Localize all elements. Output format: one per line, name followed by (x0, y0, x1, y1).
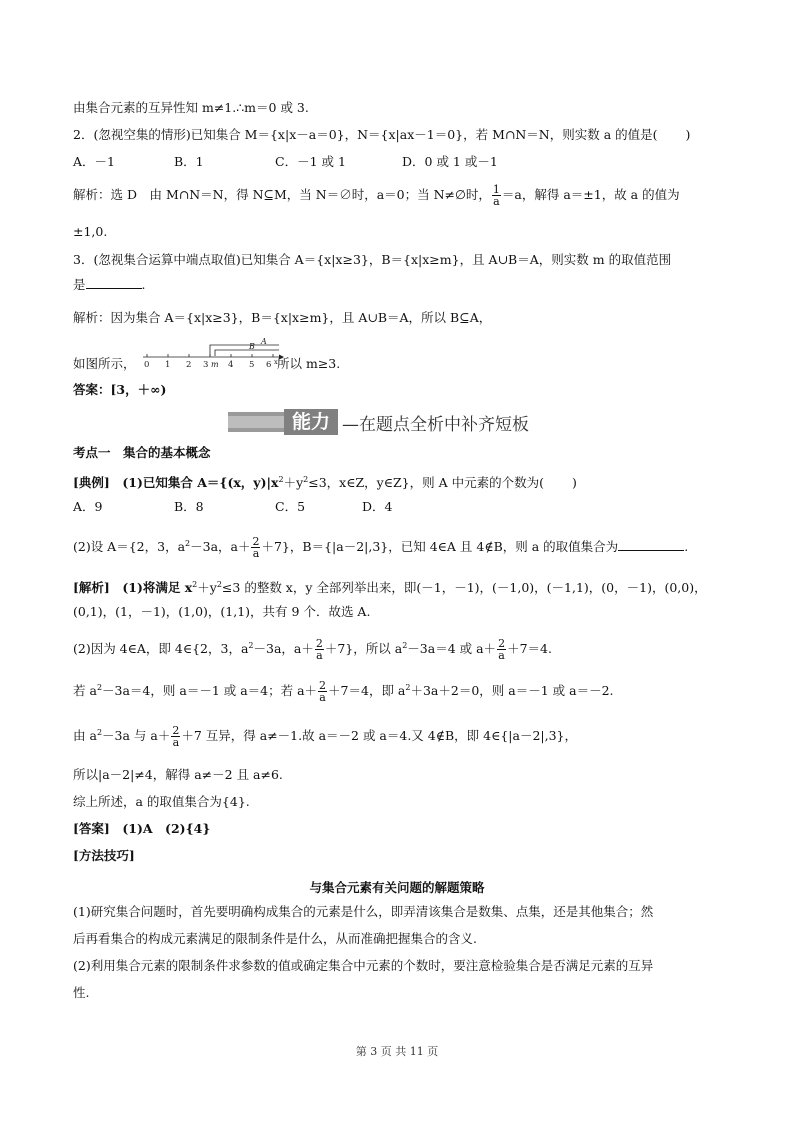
answer-line: [答案] (1)A (2){4} (73, 821, 211, 836)
example-2: (2)设 A＝{2，3，$a^2-3a$，a＋ $\frac{2}{a}$ ＋7}，B＝{|a－2|,3}，已知 4∈A 且 4∉B，则 a 的取值集合为 . (73, 535, 689, 561)
analysis-1: [解析] (1)将满足 $x^2+y^2\le 3$ 的整数 x，y 全部列举出来，即(－1，－1)，(－1,0)，(－1,1)，(0，－1)，(0,0)， (73, 580, 707, 596)
topic-heading: 考点一 集合的基本概念 (73, 445, 211, 460)
set-b-bracket (215, 350, 279, 356)
text-line: 性. (73, 985, 90, 1000)
question-3-figure-line: 如图所示， (73, 356, 136, 371)
question-3-analysis: 解析：因为集合 A＝{x|x≥3}，B＝{x|x≥m}，且 A∪B＝A，所以 B⊆A， (73, 310, 492, 325)
question-3: 3．(忽视集合运算中端点取值)已知集合 A＝{x|x≥3}，B＝{x|x≥m}，且 A∪B＝A，则实数 m 的取值范围 (73, 252, 672, 267)
method-item-2: (2)利用集合元素的限制条件求参数的值或确定集合中元素的个数时，要注意检验集合是否满足元素的互异 (73, 958, 654, 973)
tick-label: 2 (186, 360, 192, 370)
method-item-1: (1)研究集合问题时，首先要明确构成集合的元素是什么，即弄清该集合是数集、点集，还是其他集合；然 (73, 904, 654, 919)
question-2-analysis: 解析：选 D 由 M∩N＝N，得 N⊆M，当 N＝∅时，a＝0；当 N≠∅时， $\frac{1}{a}$ ＝a，解得 a＝±1，故 a 的值为 (73, 183, 680, 208)
set-a-label: A (261, 337, 267, 346)
option-c: C．5 (275, 499, 306, 514)
fraction: $\frac{2}{a}$ (315, 637, 323, 663)
option-b: B．8 (174, 499, 204, 514)
axis-label: x (274, 358, 278, 366)
set-b-label: B (249, 342, 255, 351)
answer-line: 答案：[3，＋∞) (73, 382, 167, 397)
tick-label: 3 (203, 360, 209, 370)
text-line: 由集合元素的互异性知 m≠1.∴m＝0 或 3. (73, 100, 309, 115)
number-line-figure (139, 337, 289, 371)
section-banner (228, 408, 529, 436)
option-c: C．－1 或 1 (275, 154, 346, 169)
analysis-2: (2)因为 4∈A，即 4∈{2，3，$a^2-3a$，a＋ $\frac{2}{a}$ ＋7}，所以 $a^2-3a=4$ 或 a＋ $\frac{2}{a}$ ＋7＝4. (73, 637, 552, 663)
text-line: 所以|a－2|≠4，解得 a≠－2 且 a≠6. (73, 767, 283, 782)
banner-title: 能力 (284, 409, 338, 435)
fraction: $\frac{2}{a}$ (319, 679, 327, 705)
banner-subtitle: —在题点全析中补齐短板 (342, 414, 530, 435)
option-d: D．4 (362, 499, 393, 514)
point-m-label: m (211, 360, 219, 369)
method-heading: 与集合元素有关问题的解题策略 (309, 880, 485, 895)
method-label: [方法技巧] (73, 848, 135, 863)
tick-label: 4 (228, 360, 234, 370)
text-line: 所以 m≥3. (277, 356, 341, 371)
option-b: B．1 (174, 154, 204, 169)
example-1: [典例] (1)已知集合 A＝{(x，$y)|x^2+y^2\le 3$，x∈Z，y∈Z}，则 A 中元素的个数为( ) (73, 475, 577, 491)
question-3: 是 . (73, 277, 146, 292)
fraction: $\frac{2}{a}$ (498, 637, 506, 663)
analysis-2: 由 $a^2-3a$ 与 a＋ $\frac{2}{a}$ ＋7 互异，得 a≠－1.故 a＝－2 或 a＝4.又 4∉B，即 4∈{|a－2|,3}， (73, 724, 578, 750)
analysis-2: 若 $a^2-3a=4$，则 a＝－1 或 a＝4；若 a＋ $\frac{2}{a}$ ＋7＝4，即 $a^2+3a+2=0$，则 a＝－1 或 a＝－2. (73, 679, 614, 705)
fraction: $\frac{1}{a}$ (492, 183, 500, 208)
example-1-options (73, 499, 392, 515)
question-2-options (73, 154, 498, 170)
tick-label: 0 (144, 360, 150, 370)
text-line: 后再看集合的构成元素满足的限制条件是什么，从而准确把握集合的含义. (73, 931, 477, 946)
option-d: D．0 或 1 或－1 (402, 154, 498, 169)
text-line: (0,1)，(1，－1)，(1,0)，(1,1)，共有 9 个．故选 A. (73, 604, 371, 619)
question-2: 2．(忽视空集的情形)已知集合 M＝{x|x－a＝0}，N＝{x|ax－1＝0}，若 M∩N＝N，则实数 a 的值是( ) (73, 127, 691, 142)
page-footer: 第 3 页 共 11 页 (355, 1045, 439, 1058)
text-line: ±1,0. (73, 224, 108, 239)
tick-label: 5 (249, 360, 255, 370)
text-line: 综上所述，a 的取值集合为{4}. (73, 794, 250, 809)
tick-label: 6 (266, 360, 272, 370)
fraction: $\frac{2}{a}$ (172, 724, 180, 750)
option-a: A．9 (73, 499, 103, 514)
fraction: $\frac{2}{a}$ (252, 535, 260, 561)
tick-label: 1 (165, 360, 171, 370)
answer-blank (618, 540, 684, 551)
option-a: A．－1 (73, 154, 115, 169)
answer-blank (86, 278, 142, 289)
banner-bar (228, 412, 284, 432)
set-a-bracket (210, 345, 279, 356)
